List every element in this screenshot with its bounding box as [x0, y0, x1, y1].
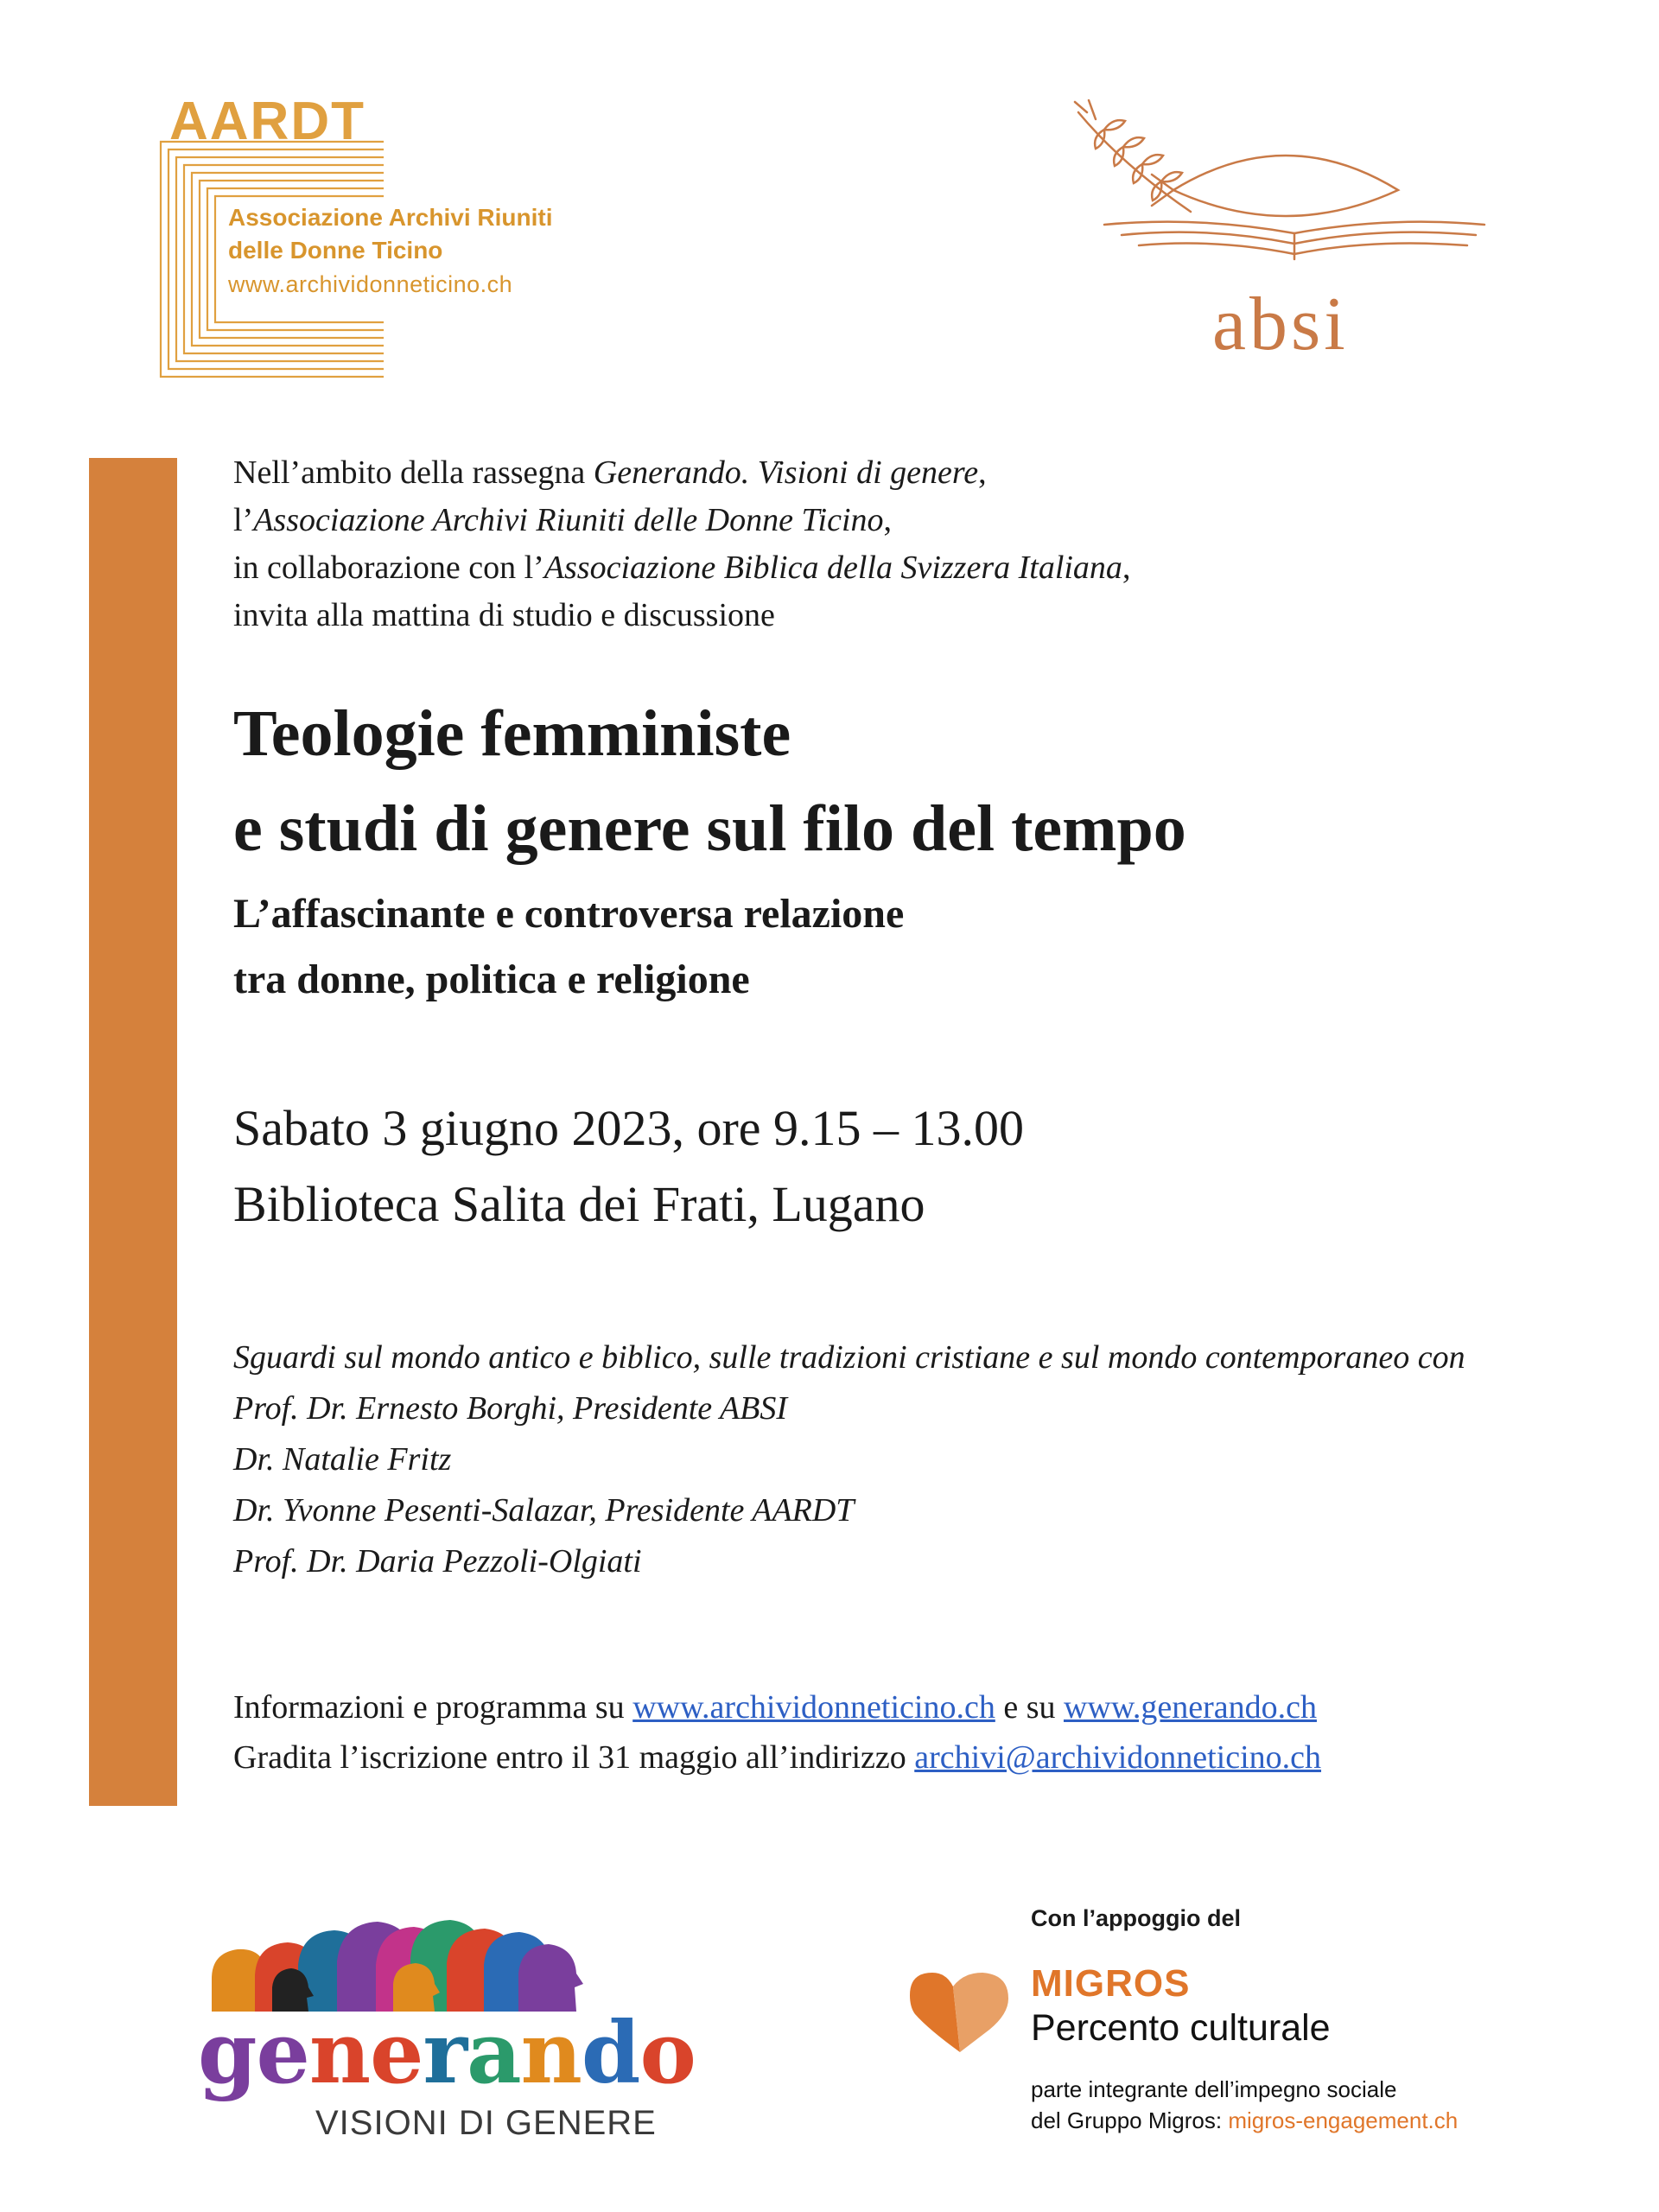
- aardt-logo: [157, 92, 641, 380]
- info-line-2: [233, 1732, 1616, 1783]
- migros-percent-culturale: Percento culturale: [1031, 2007, 1331, 2049]
- intro-text: in collaborazione con l’: [233, 550, 544, 586]
- letter: a: [467, 2004, 521, 2103]
- speaker-item: Prof. Dr. Ernesto Borghi, Presidente ABSI: [233, 1390, 788, 1427]
- letter: n: [520, 2004, 582, 2103]
- aardt-name-line2: delle Donne Ticino: [228, 237, 443, 264]
- absi-wordmark: absi: [1212, 283, 1349, 366]
- event-datetime: Sabato 3 giugno 2023, ore 9.15 – 13.00: [233, 1100, 1025, 1156]
- intro-punct: ,: [883, 502, 893, 538]
- letter: r: [423, 2004, 467, 2103]
- migros-engagement-link[interactable]: migros-engagement.ch: [1228, 2107, 1459, 2133]
- intro-punct: ,: [978, 454, 987, 491]
- page-title: [233, 686, 1616, 876]
- speaker-item: Prof. Dr. Daria Pezzoli-Olgiati: [233, 1543, 642, 1580]
- migros-desc-text: del Gruppo Migros:: [1031, 2107, 1229, 2133]
- letter: d: [581, 2004, 640, 2103]
- generando-subtitle: VISIONI DI GENERE: [315, 2104, 657, 2142]
- speakers-intro: Sguardi sul mondo antico e biblico, sulle tradizioni cristiane e sul mondo contemporaneo con: [233, 1339, 1465, 1376]
- letter: g: [198, 2004, 257, 2103]
- intro-italic: Associazione Archivi Riuniti delle Donne Ticino: [253, 502, 884, 538]
- letter: e: [256, 2004, 309, 2103]
- info-line-1: [233, 1682, 1616, 1732]
- head-silhouettes-icon: [194, 1901, 678, 2013]
- migros-heart-icon: [903, 1969, 1015, 2064]
- generando-logo: [194, 1901, 696, 2143]
- intro-line-2: [233, 497, 1616, 544]
- title-line-2: e studi di genere sul filo del tempo: [233, 792, 1186, 865]
- speakers-block: [233, 1332, 1616, 1587]
- accent-bar: [89, 458, 177, 1806]
- migros-block: [903, 1905, 1594, 2147]
- aardt-name-line1: Associazione Archivi Riuniti: [228, 204, 553, 231]
- subtitle-line-1: L’affascinante e controversa relazione: [233, 891, 905, 937]
- generando-link[interactable]: www.generando.ch: [1063, 1689, 1317, 1726]
- support-label: Con l’appoggio del: [1031, 1905, 1241, 1931]
- info-text: Gradita l’iscrizione entro il 31 maggio all’indirizzo: [233, 1739, 915, 1776]
- intro-text: l’: [233, 502, 254, 538]
- main-content: [233, 449, 1616, 1783]
- generando-wordmark: [198, 2006, 696, 2101]
- speaker-item: Dr. Yvonne Pesenti-Salazar, Presidente AARDT: [233, 1492, 855, 1529]
- info-text: Informazioni e programma su: [233, 1689, 633, 1726]
- email-link[interactable]: archivi@archividonneticino.ch: [914, 1739, 1322, 1776]
- intro-text: Nell’ambito della rassegna: [233, 454, 594, 491]
- letter: n: [308, 2004, 371, 2103]
- migros-desc-line-2: [1031, 2107, 1458, 2134]
- migros-desc-line-1: parte integrante dell’impegno sociale: [1031, 2076, 1397, 2102]
- page-subtitle: [233, 881, 1616, 1013]
- aardt-acronym: AARDT: [169, 92, 365, 151]
- intro-line-4: invita alla mattina di studio e discussione: [233, 597, 775, 633]
- letter: o: [639, 2004, 696, 2103]
- wheat-fish-book-icon: [1070, 95, 1502, 285]
- intro-line-3: [233, 544, 1616, 592]
- info-text: e su: [995, 1689, 1064, 1726]
- migros-name: MIGROS: [1031, 1962, 1191, 2005]
- speaker-item: Dr. Natalie Fritz: [233, 1441, 452, 1478]
- intro-block: [233, 449, 1616, 639]
- absi-logo: [1070, 95, 1502, 372]
- intro-italic: Associazione Biblica della Svizzera Italiana: [543, 550, 1122, 586]
- letter: e: [370, 2004, 423, 2103]
- archividonne-link[interactable]: www.archividonneticino.ch: [632, 1689, 995, 1726]
- subtitle-line-2: tra donne, politica e religione: [233, 957, 750, 1002]
- title-line-1: Teologie femministe: [233, 697, 791, 770]
- intro-line-1: [233, 449, 1616, 497]
- event-info: [233, 1090, 1616, 1243]
- event-venue: Biblioteca Salita dei Frati, Lugano: [233, 1176, 925, 1232]
- aardt-url: www.archividonneticino.ch: [228, 271, 513, 297]
- intro-italic: Generando. Visioni di genere: [593, 454, 979, 491]
- intro-punct: ,: [1122, 550, 1131, 586]
- info-block: [233, 1682, 1616, 1783]
